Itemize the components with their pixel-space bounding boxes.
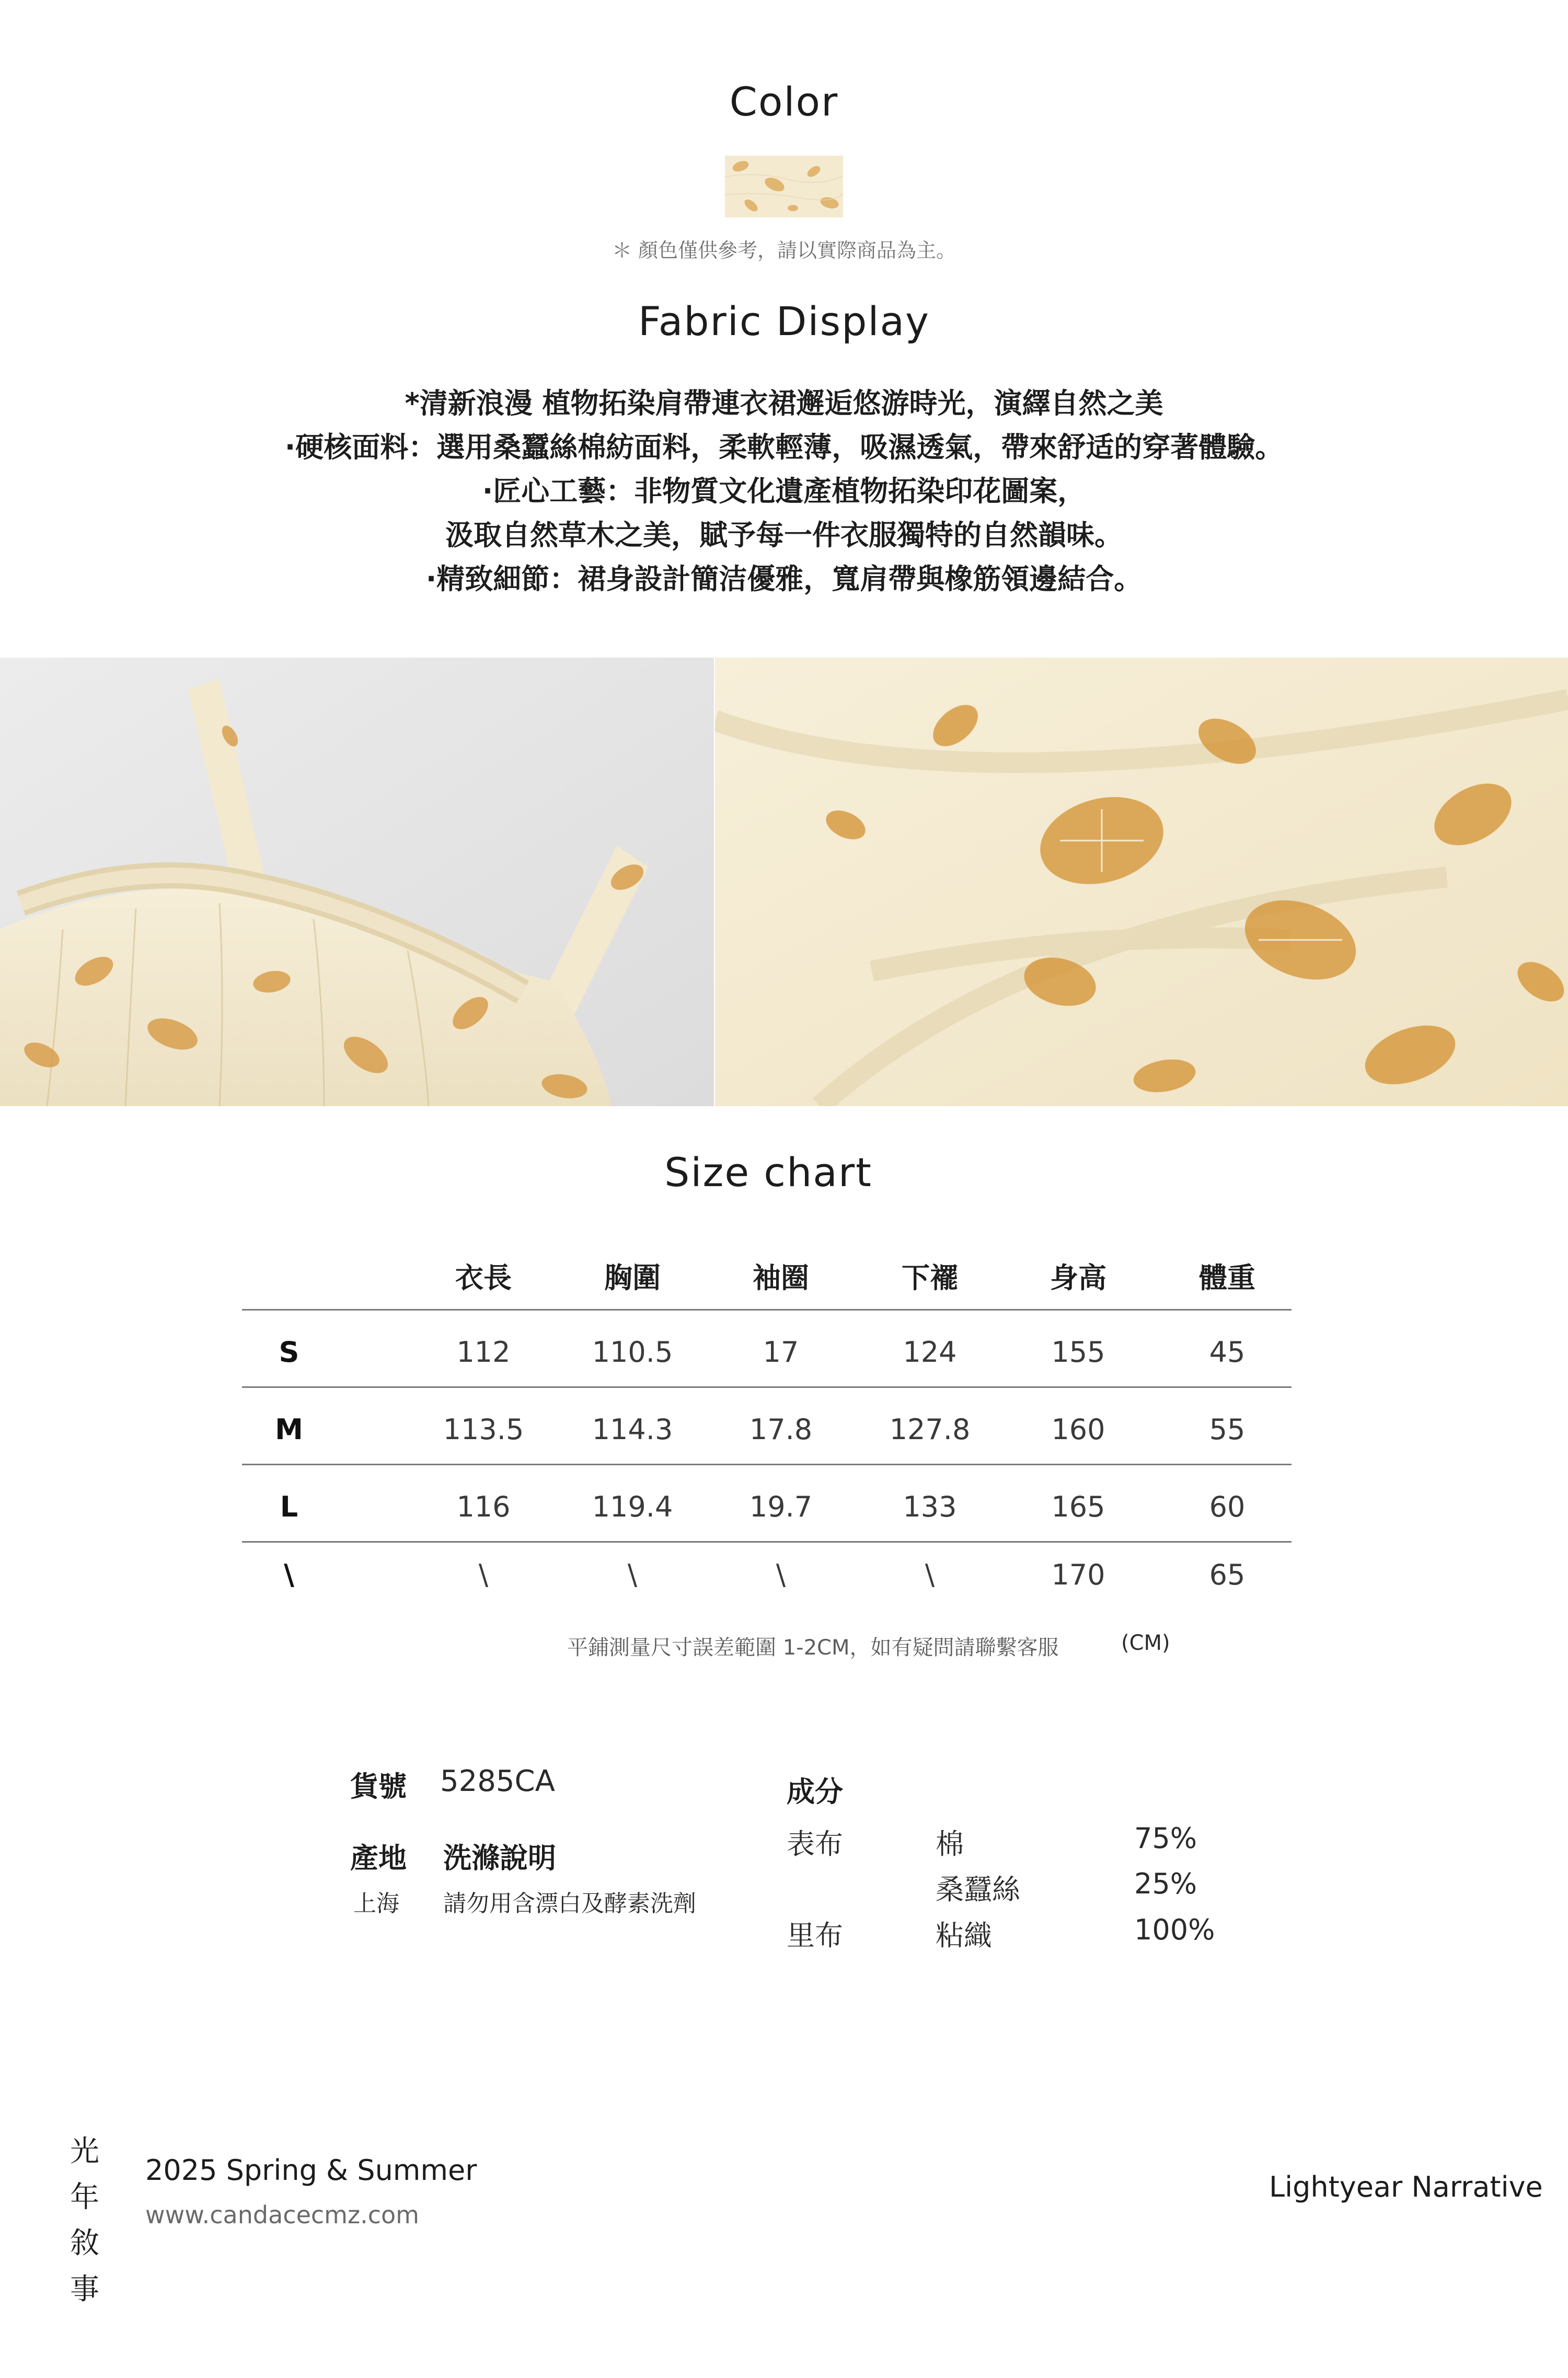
origin-value: 上海 — [353, 1890, 399, 1917]
table-cell: \ — [478, 1558, 489, 1591]
composition-label: 成分 — [787, 1775, 843, 1808]
measurement-unit: (CM) — [1121, 1631, 1170, 1655]
table-row — [242, 1465, 1292, 1541]
table-cell: 17.8 — [749, 1413, 813, 1446]
table-cell: \ — [627, 1558, 638, 1591]
fabric-description — [0, 382, 1568, 601]
composition-material: 桑蠶絲 — [936, 1873, 1020, 1906]
header-cell: 下襬 — [902, 1261, 958, 1294]
table-cell: 45 — [1209, 1336, 1246, 1369]
table-row — [242, 1388, 1292, 1464]
dress-neckline-photo — [0, 658, 714, 1106]
table-cell: 116 — [456, 1490, 511, 1523]
origin-label: 產地 — [350, 1842, 407, 1875]
header-cell: 胸圍 — [604, 1261, 661, 1294]
composition-part: 表布 — [787, 1828, 843, 1860]
table-cell: \ — [776, 1558, 786, 1591]
table-cell: 113.5 — [443, 1413, 524, 1446]
table-cell: 55 — [1209, 1413, 1246, 1446]
website-link[interactable]: www.candacecmz.com — [145, 2201, 419, 2229]
table-row — [242, 1543, 1292, 1595]
brand-char: 事 — [70, 2272, 99, 2306]
brand-logo-vertical — [64, 2129, 106, 2313]
header-cell: 體重 — [1199, 1261, 1255, 1294]
table-cell: 155 — [1051, 1336, 1105, 1369]
table-cell: 112 — [456, 1336, 511, 1369]
table-cell: 127.8 — [889, 1413, 971, 1446]
table-cell: 65 — [1209, 1558, 1246, 1591]
table-cell: 165 — [1051, 1490, 1105, 1523]
composition-percent: 25% — [1134, 1867, 1197, 1900]
sku-label: 貨號 — [350, 1770, 407, 1803]
description-line: ·匠心工藝：非物質文化遺產植物拓染印花圖案， — [482, 475, 1086, 508]
care-label: 洗滌說明 — [443, 1842, 556, 1875]
size-label: S — [279, 1336, 299, 1369]
color-section-title: Color — [729, 78, 839, 125]
table-cell: 133 — [903, 1490, 957, 1523]
composition-percent: 100% — [1134, 1913, 1215, 1946]
brand-name-en: Lightyear Narrative — [1269, 2170, 1543, 2203]
season-label: 2025 Spring & Summer — [145, 2154, 477, 2187]
table-cell: 114.3 — [592, 1413, 673, 1446]
description-line: ·硬核面料：選用桑蠶絲棉紡面料，柔軟輕薄，吸濕透氣，帶來舒适的穿著體驗。 — [284, 431, 1284, 464]
size-chart-title: Size chart — [664, 1149, 872, 1196]
header-cell: 衣長 — [455, 1261, 512, 1294]
sku-value: 5285CA — [440, 1764, 555, 1798]
size-label: \ — [284, 1558, 294, 1591]
composition-material: 粘織 — [936, 1919, 992, 1952]
table-cell: 17 — [763, 1336, 799, 1369]
table-cell: 160 — [1051, 1413, 1105, 1446]
fabric-closeup-photo — [715, 658, 1568, 1106]
header-cell: 袖圈 — [753, 1261, 809, 1294]
table-cell: \ — [925, 1558, 935, 1591]
size-chart-table — [242, 1244, 1292, 1595]
description-line: *清新浪漫 植物拓染肩帶連衣裙邂逅悠游時光，演繹自然之美 — [405, 387, 1163, 420]
fabric-section-title: Fabric Display — [638, 298, 930, 344]
size-label: L — [280, 1490, 298, 1523]
table-cell: 19.7 — [749, 1490, 813, 1523]
composition-percent: 75% — [1134, 1822, 1197, 1855]
table-cell: 60 — [1209, 1490, 1246, 1523]
size-chart-header-row — [242, 1244, 1292, 1309]
description-line: 汲取自然草木之美，賦予每一件衣服獨特的自然韻味。 — [445, 519, 1123, 552]
size-label: M — [275, 1413, 303, 1446]
care-value: 請勿用含漂白及酵素洗劑 — [443, 1890, 696, 1917]
color-disclaimer: ＊ 顏色僅供參考，請以實際商品為主。 — [612, 239, 956, 262]
brand-char: 光 — [70, 2134, 99, 2168]
description-line: ·精致細節：裙身設計簡洁優雅，寬肩帶與橡筋領邊結合。 — [425, 562, 1143, 595]
composition-part: 里布 — [787, 1919, 843, 1952]
brand-char: 年 — [70, 2180, 99, 2214]
measurement-note: 平鋪測量尺寸誤差範圍 1-2CM，如有疑問請聯繫客服 — [567, 1636, 1059, 1660]
fabric-color-swatch — [725, 156, 843, 217]
table-cell: 170 — [1051, 1558, 1105, 1591]
header-cell: 身高 — [1050, 1261, 1106, 1294]
brand-char: 敘 — [70, 2226, 99, 2260]
table-cell: 124 — [903, 1336, 957, 1369]
composition-material: 棉 — [936, 1828, 964, 1860]
table-cell: 110.5 — [592, 1336, 673, 1369]
table-cell: 119.4 — [592, 1490, 673, 1523]
table-row — [242, 1311, 1292, 1386]
